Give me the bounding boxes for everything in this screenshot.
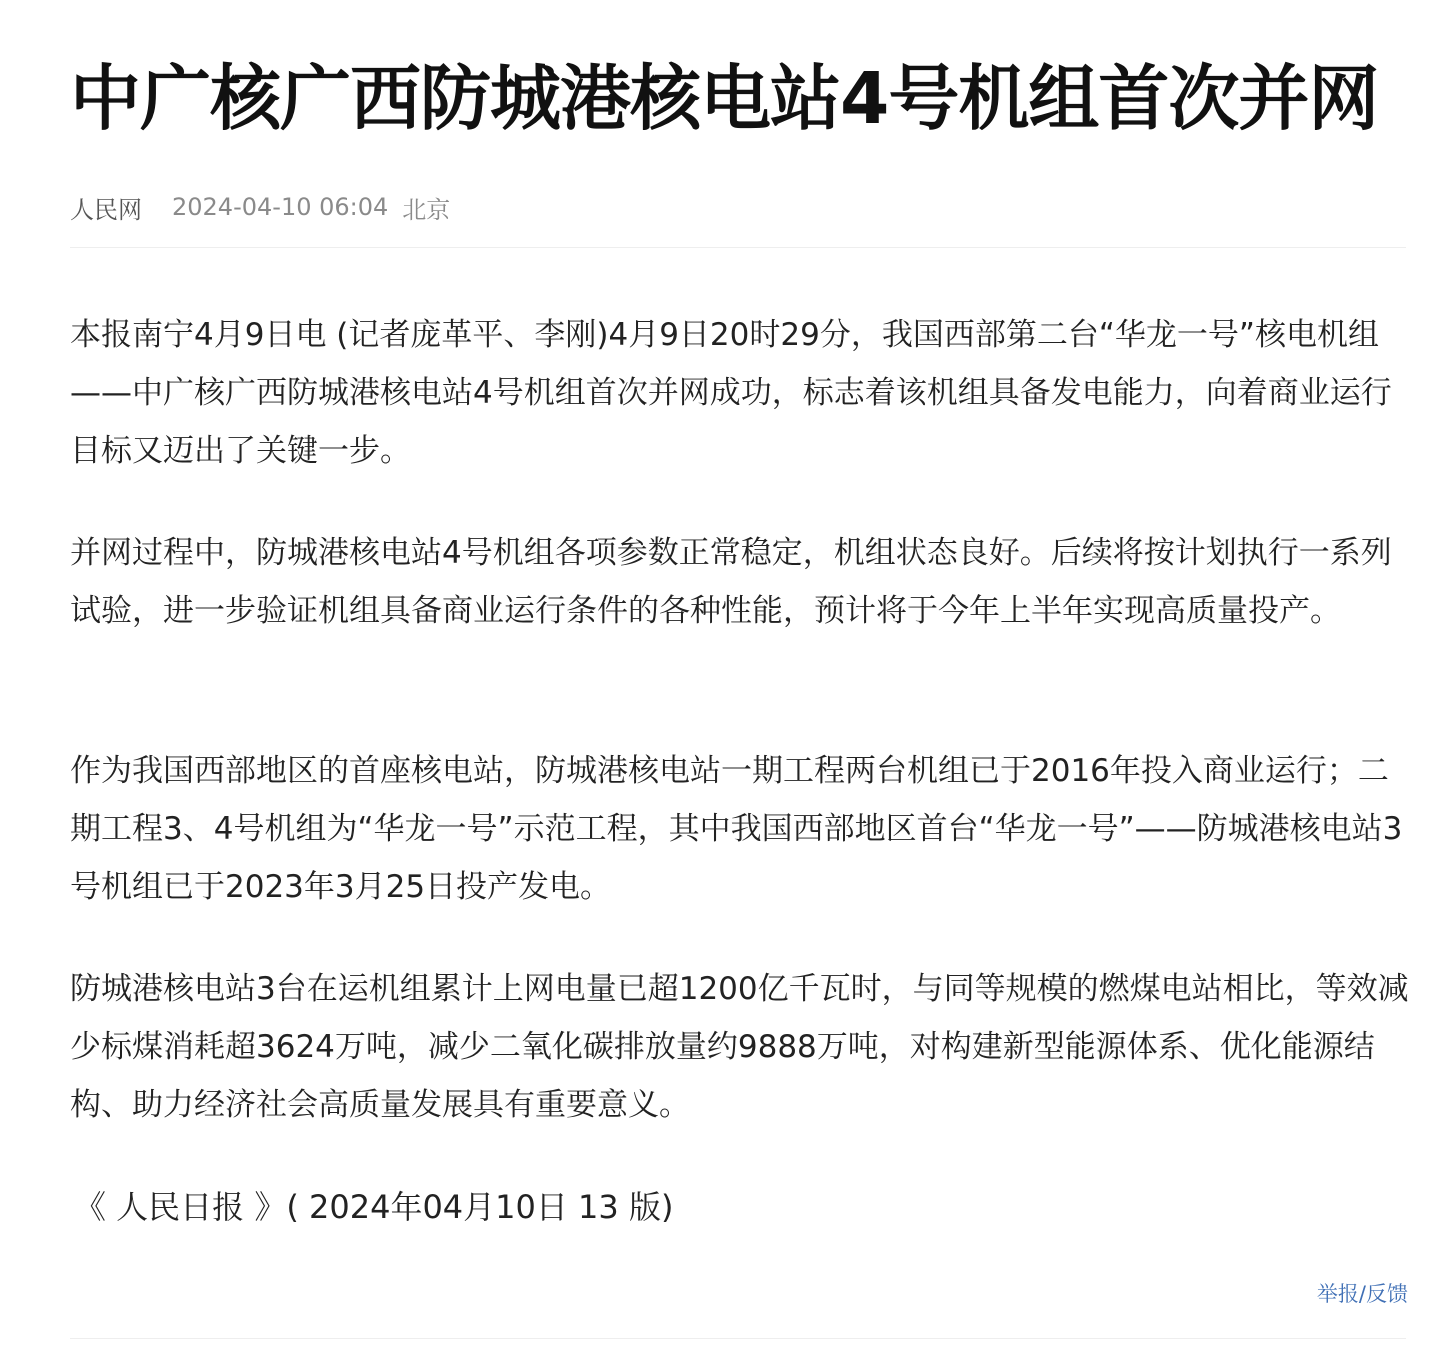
- article-location: 北京: [402, 195, 451, 224]
- article-source: 人民网: [70, 195, 142, 224]
- article-datetime: 2024-04-10 06:04: [172, 193, 389, 221]
- article-paragraph: 作为我国西部地区的首座核电站，防城港核电站一期工程两台机组已于2016年投入商业运行；二期工程3、4号机组为“华龙一号”示范工程，其中我国西部地区首台“华龙一号”——防城港核电站3号机组已于2023年3月25日投产发电。: [70, 753, 1403, 905]
- meta-divider: [70, 247, 1406, 248]
- article-meta: [70, 190, 450, 224]
- article-credit: 《 人民日报 》( 2024年04月10日 13 版): [74, 1188, 674, 1226]
- report-feedback-link[interactable]: 举报/反馈: [1316, 1282, 1408, 1306]
- article-paragraph: 并网过程中，防城港核电站4号机组各项参数正常稳定，机组状态良好。后续将按计划执行一系列试验，进一步验证机组具备商业运行条件的各种性能，预计将于今年上半年实现高质量投产。: [70, 535, 1392, 629]
- article-title: 中广核广西防城港核电站4号机组首次并网: [70, 57, 1379, 140]
- footer-divider: [70, 1338, 1406, 1339]
- article-paragraph: 本报南宁4月9日电 (记者庞革平、李刚)4月9日20时29分，我国西部第二台“华龙一号”核电机组——中广核广西防城港核电站4号机组首次并网成功，标志着该机组具备发电能力，向着商业运行目标又迈出了关键一步。: [70, 317, 1392, 469]
- article-paragraph: 防城港核电站3台在运机组累计上网电量已超1200亿千瓦时，与同等规模的燃煤电站相比，等效减少标煤消耗超3624万吨，减少二氧化碳排放量约9888万吨，对构建新型能源体系、优化能源结构、助力经济社会高质量发展具有重要意义。: [70, 971, 1409, 1123]
